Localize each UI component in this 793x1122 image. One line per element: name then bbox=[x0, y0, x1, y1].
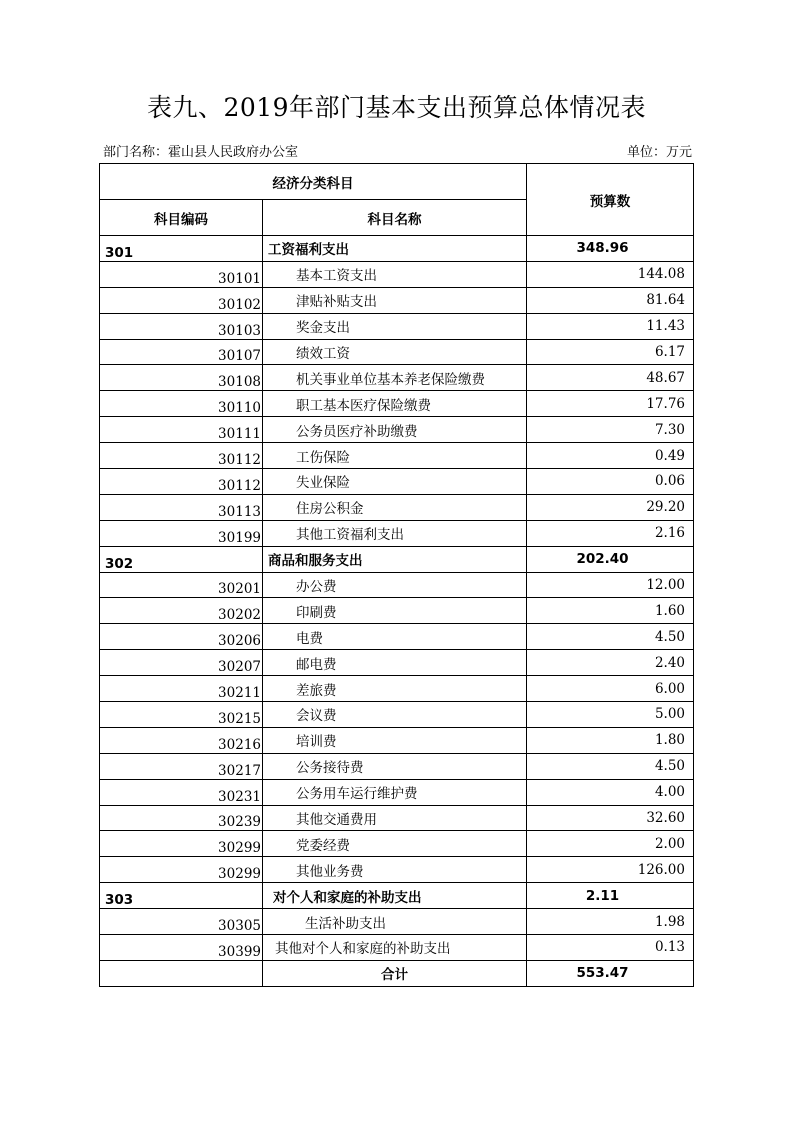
category-name: 商品和服务支出 bbox=[263, 546, 527, 572]
item-row bbox=[100, 313, 694, 339]
header-amount: 预算数 bbox=[527, 164, 694, 236]
item-code: 30101 bbox=[100, 261, 263, 287]
category-code: 303 bbox=[100, 883, 263, 909]
category-amount: 202.40 bbox=[527, 546, 694, 572]
item-row bbox=[100, 676, 694, 702]
item-row bbox=[100, 909, 694, 935]
item-name: 党委经费 bbox=[263, 831, 527, 857]
item-amount: 11.43 bbox=[527, 313, 694, 339]
item-row bbox=[100, 650, 694, 676]
item-row bbox=[100, 831, 694, 857]
item-row bbox=[100, 261, 694, 287]
item-code: 30211 bbox=[100, 676, 263, 702]
item-name: 公务用车运行维护费 bbox=[263, 779, 527, 805]
category-row bbox=[100, 546, 694, 572]
item-name: 其他业务费 bbox=[263, 857, 527, 883]
item-code: 30202 bbox=[100, 598, 263, 624]
item-code: 30216 bbox=[100, 727, 263, 753]
department-name: 部门名称：霍山县人民政府办公室 bbox=[103, 145, 299, 160]
item-row bbox=[100, 287, 694, 313]
item-amount: 5.00 bbox=[527, 702, 694, 728]
category-code: 301 bbox=[100, 236, 263, 262]
item-code: 30102 bbox=[100, 287, 263, 313]
item-amount: 4.50 bbox=[527, 753, 694, 779]
item-row bbox=[100, 753, 694, 779]
item-code: 30113 bbox=[100, 494, 263, 520]
item-code: 30217 bbox=[100, 753, 263, 779]
unit-label: 单位：万元 bbox=[626, 145, 692, 160]
total-label: 合计 bbox=[263, 960, 527, 986]
item-amount: 126.00 bbox=[527, 857, 694, 883]
category-row bbox=[100, 883, 694, 909]
item-amount: 0.13 bbox=[527, 935, 694, 961]
item-code: 30206 bbox=[100, 624, 263, 650]
item-name: 其他交通费用 bbox=[263, 805, 527, 831]
item-row bbox=[100, 391, 694, 417]
item-row bbox=[100, 779, 694, 805]
item-amount: 4.50 bbox=[527, 624, 694, 650]
item-row bbox=[100, 469, 694, 495]
item-row bbox=[100, 417, 694, 443]
item-amount: 144.08 bbox=[527, 261, 694, 287]
item-row bbox=[100, 727, 694, 753]
item-amount: 0.06 bbox=[527, 469, 694, 495]
category-code: 302 bbox=[100, 546, 263, 572]
item-amount: 2.00 bbox=[527, 831, 694, 857]
item-amount: 6.17 bbox=[527, 339, 694, 365]
item-name: 其他对个人和家庭的补助支出 bbox=[263, 935, 527, 961]
item-row bbox=[100, 494, 694, 520]
header-code: 科目编码 bbox=[100, 200, 263, 236]
item-row bbox=[100, 339, 694, 365]
item-code: 30299 bbox=[100, 831, 263, 857]
item-amount: 17.76 bbox=[527, 391, 694, 417]
item-code: 30199 bbox=[100, 520, 263, 546]
item-name: 培训费 bbox=[263, 727, 527, 753]
item-amount: 48.67 bbox=[527, 365, 694, 391]
item-code: 30239 bbox=[100, 805, 263, 831]
category-name: 工资福利支出 bbox=[263, 236, 527, 262]
item-name: 办公费 bbox=[263, 572, 527, 598]
item-name: 差旅费 bbox=[263, 676, 527, 702]
item-name: 邮电费 bbox=[263, 650, 527, 676]
item-name: 生活补助支出 bbox=[263, 909, 527, 935]
item-code: 30201 bbox=[100, 572, 263, 598]
category-amount: 348.96 bbox=[527, 236, 694, 262]
item-row bbox=[100, 598, 694, 624]
item-row bbox=[100, 365, 694, 391]
item-code: 30231 bbox=[100, 779, 263, 805]
item-row bbox=[100, 520, 694, 546]
item-amount: 2.16 bbox=[527, 520, 694, 546]
item-name: 会议费 bbox=[263, 702, 527, 728]
item-row bbox=[100, 857, 694, 883]
item-name: 绩效工资 bbox=[263, 339, 527, 365]
item-name: 印刷费 bbox=[263, 598, 527, 624]
page-title: 表九、2019年部门基本支出预算总体情况表 bbox=[146, 93, 647, 122]
item-row bbox=[100, 624, 694, 650]
item-row bbox=[100, 702, 694, 728]
item-code: 30399 bbox=[100, 935, 263, 961]
item-amount: 12.00 bbox=[527, 572, 694, 598]
item-amount: 6.00 bbox=[527, 676, 694, 702]
item-code: 30112 bbox=[100, 443, 263, 469]
item-code: 30107 bbox=[100, 339, 263, 365]
item-amount: 1.80 bbox=[527, 727, 694, 753]
item-amount: 1.60 bbox=[527, 598, 694, 624]
item-row bbox=[100, 935, 694, 961]
item-name: 机关事业单位基本养老保险缴费 bbox=[263, 365, 527, 391]
item-amount: 0.49 bbox=[527, 443, 694, 469]
category-row bbox=[100, 236, 694, 262]
item-amount: 7.30 bbox=[527, 417, 694, 443]
total-code-empty bbox=[100, 960, 263, 986]
item-amount: 4.00 bbox=[527, 779, 694, 805]
item-code: 30112 bbox=[100, 469, 263, 495]
item-amount: 1.98 bbox=[527, 909, 694, 935]
item-code: 30215 bbox=[100, 702, 263, 728]
item-name: 基本工资支出 bbox=[263, 261, 527, 287]
item-code: 30103 bbox=[100, 313, 263, 339]
total-amount: 553.47 bbox=[527, 960, 694, 986]
category-amount: 2.11 bbox=[527, 883, 694, 909]
item-name: 住房公积金 bbox=[263, 494, 527, 520]
item-name: 失业保险 bbox=[263, 469, 527, 495]
item-code: 30305 bbox=[100, 909, 263, 935]
header-name: 科目名称 bbox=[263, 200, 527, 236]
item-code: 30108 bbox=[100, 365, 263, 391]
item-name: 奖金支出 bbox=[263, 313, 527, 339]
item-row bbox=[100, 443, 694, 469]
item-amount: 32.60 bbox=[527, 805, 694, 831]
header-group: 经济分类科目 bbox=[100, 164, 527, 200]
total-row bbox=[100, 960, 694, 986]
item-amount: 2.40 bbox=[527, 650, 694, 676]
item-name: 工伤保险 bbox=[263, 443, 527, 469]
item-name: 其他工资福利支出 bbox=[263, 520, 527, 546]
item-row bbox=[100, 805, 694, 831]
item-name: 公务员医疗补助缴费 bbox=[263, 417, 527, 443]
item-code: 30299 bbox=[100, 857, 263, 883]
item-amount: 29.20 bbox=[527, 494, 694, 520]
item-row bbox=[100, 572, 694, 598]
item-code: 30111 bbox=[100, 417, 263, 443]
budget-table bbox=[99, 163, 694, 987]
item-name: 公务接待费 bbox=[263, 753, 527, 779]
item-name: 津贴补贴支出 bbox=[263, 287, 527, 313]
item-code: 30110 bbox=[100, 391, 263, 417]
item-code: 30207 bbox=[100, 650, 263, 676]
item-name: 电费 bbox=[263, 624, 527, 650]
category-name: 对个人和家庭的补助支出 bbox=[263, 883, 527, 909]
item-amount: 81.64 bbox=[527, 287, 694, 313]
item-name: 职工基本医疗保险缴费 bbox=[263, 391, 527, 417]
